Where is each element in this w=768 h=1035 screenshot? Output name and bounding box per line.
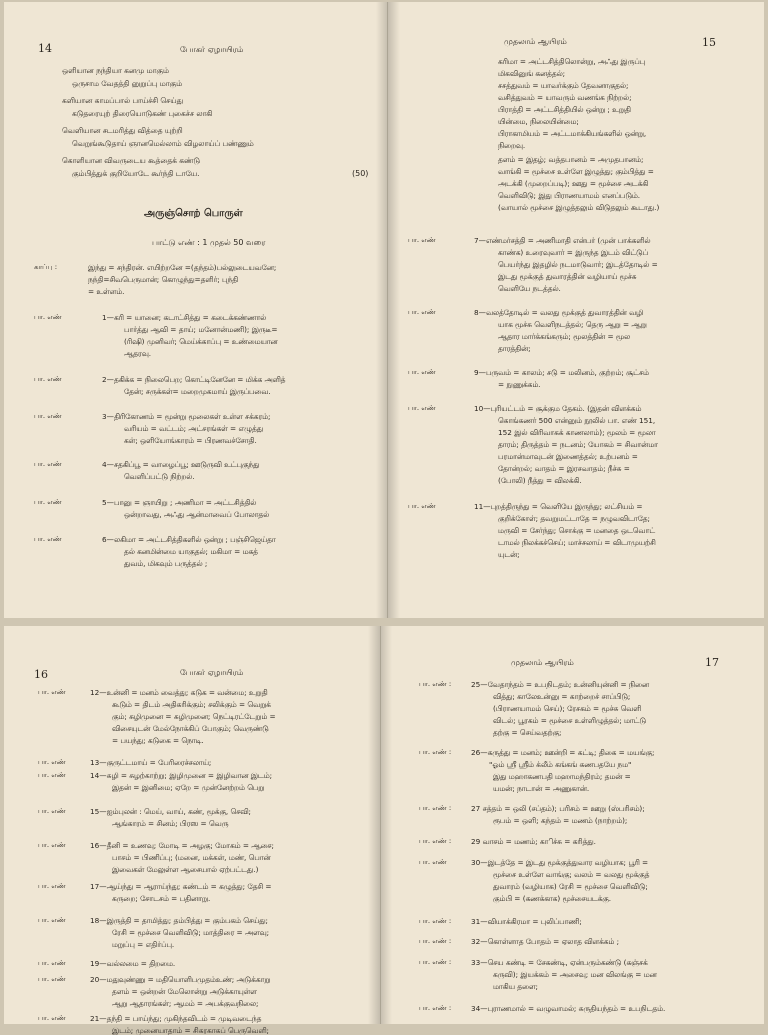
entry-line: அடக்கி (முறைப்படி); ஊது = மூச்சை அடக்கி [498, 179, 649, 188]
entry-label: பா. எண் : [419, 958, 452, 966]
entry-line: வாங்கி = மூச்சை உள்ளே இழுத்து; கும்பித்து = [498, 167, 654, 176]
entry-line: டாமல் நிலக்கச்செய்; மாச்சலாய் = விடாமுயற்சி [498, 538, 656, 547]
entry-line: வெளிவிடு; இது பிராணயாமம் எனப்படும். [498, 191, 641, 200]
entry-line: தல் கனமின்மை யாகுதல்; மகிமா = மகத் [124, 547, 258, 556]
entry-label: பா. எண் [408, 236, 436, 244]
entry-line: 19—வல்லமை = திறமை. [90, 959, 176, 968]
entry-line: நிறைவு. [498, 141, 526, 150]
entry-line: ஒன்றாவது, அஃது ஆன்மாவைப் போலாதல் [124, 510, 270, 519]
entry-label: பா. எண் [408, 502, 436, 510]
page-number: 17 [705, 656, 719, 669]
section-title: அருஞ்சொற் பொருள் [144, 208, 243, 219]
poem-line: வெறுங்கூடுதாய் ஞானமெல்லாம் விழலாய்ப் பண்ணும் [72, 139, 254, 148]
entry-line: 7—எண்மர்சத்தி = அணிமாதி என்பர் (முன் பாக்களில் [474, 236, 651, 245]
entry-line: தளம் = இதழ்; வத்தபானம் = அமுதபானம்; [498, 155, 644, 164]
entry-line: 2—தகிக்க = நிலைபெற; கொட்டினேனே = மிக்க அளித் [102, 375, 286, 384]
entry-line: 4—சதகிப்பூ = வாழைப்பூ; ஊடுருவி உட்புகுந்து [102, 460, 260, 469]
entry-line: = பயந்து; கடுகை = நொடி. [112, 736, 204, 745]
entry-label: பா. எண் [34, 313, 62, 321]
entry-line: 25—வேதாந்தம் = உபநிடதம்; உன்னியுன்னி = நினை [471, 680, 649, 689]
entry-line: கும்பி = (கணக்காக) மூச்சையடக்கு. [493, 894, 612, 903]
entry-label: பா. எண் [38, 688, 66, 696]
entry-line: வெளியே நடத்தல். [498, 284, 561, 293]
entry-line: கரிமா = அட்டசித்திலொன்று, அஃது இருப்பு [498, 57, 646, 66]
entry-line: 18—இருத்தி = தாமித்து; தம்பித்து = கும்பகம் செய்து; [90, 916, 269, 925]
entry-label: பா. எண் [38, 771, 66, 779]
entry-line: மூச்சை உள்ளே வாங்கு; வலம் = வலது மூக்குத் [493, 870, 650, 879]
entry-label: காப்பு : [34, 263, 58, 271]
entry-line: தற்கு = செய்வதற்கு; [493, 728, 562, 737]
entry-line: தேன்; சருக்கள்= மறைமுகமாய் இருப்பவை. [124, 387, 271, 396]
entry-line: ரூபம் = ஒளி; கந்தம் = மணம் (நாற்றம்); [493, 816, 628, 825]
entry-line: 34—புராணமால் = வழுவாமல்; சுருதியந்தம் = உபநிடதம். [471, 1004, 666, 1013]
entry-line: காண்க) உரைவுவார் = இருந்த இடம் விட்டுப் [498, 248, 648, 257]
entry-line: மருவி = சேர்ந்து; சொக்கு = மனதை ஒடவொட் [498, 526, 656, 535]
entry-line: 5—பானு = ஞாயிறு ; அணிமா = அட்டசித்தில் [102, 498, 257, 507]
entry-label: பா. எண் [38, 841, 66, 849]
entry-line: 33—செய கண்டி = சேகண்டி, ஏன்பரும்கண்டு (கஞ்சக் [471, 958, 648, 967]
entry-line: 12—உன்னி = மனம் வைத்து; கடுக = வன்மை; உறுதி [90, 688, 268, 697]
entry-line: (வாயால் மூச்சை இழுத்தலும் விடுதலும் கூடாது.) [498, 203, 660, 212]
entry-label: பா. எண் : [419, 917, 452, 925]
entry-line: கருறை; சோடசம் = பதினாறு. [112, 894, 211, 903]
entry-line: 3—திரிகோணம் = மூன்று மூலைகள் உள்ள சக்கரம்; [102, 412, 271, 421]
entry-line: கூடும் = திடம் அதிகரிக்கும்; சலிக்கும் = வெறுக் [112, 700, 271, 709]
entry-line: 6—லகிமா = அட்டசித்திகளில் ஒன்று ; பஞ்சிஜெய்தா [102, 535, 276, 544]
entry-label: பா. எண் [38, 975, 66, 983]
entry-label: பா. எண் : [419, 937, 452, 945]
running-head: முதலாம் ஆயிரம் [504, 37, 567, 46]
entry-line: தோன்றல்; வாதம் = இரசவாதம்; நீச்சு = [498, 464, 630, 473]
section-subtitle: பாட்டு எண் : 1 முதல் 50 வரை [152, 238, 266, 247]
entry-line: 27 சத்தம் = ஒலி (சப்தம்); பரிசம் = ஊறு (ஸ்பரிசம்); [471, 804, 645, 813]
entry-label: பா. எண் [38, 882, 66, 890]
entry-label: பா. எண் [34, 498, 62, 506]
entry-line: = நுணுக்கம். [498, 380, 541, 389]
entry-line: பிராகாமியம் = அட்டமாக்கியங்களில் ஒன்று, [498, 129, 647, 138]
entry-line: 20—மதுவுண்ணு = மதியொளிபமுதம்உண்; அடுக்காறு [90, 975, 271, 984]
spread-top-right-page [388, 2, 764, 618]
entry-label: பா. எண் [38, 1014, 66, 1022]
entry-line: இடம்; முனையாதாம் = சிகரகாகப் பெருவெளி; [112, 1026, 270, 1035]
entry-line: ஆதரவு. [124, 349, 152, 358]
entry-label: பா. எண் [34, 375, 62, 383]
entry-label: பா. எண் [38, 916, 66, 924]
entry-line: (பிராணயாமம் செய்); ரேசகம் = மூச்சு வெளி [493, 704, 642, 713]
entry-label: பா. எண் [34, 412, 62, 420]
entry-line: = உள்ளம். [88, 287, 125, 296]
entry-label: பா. எண் : [419, 748, 452, 756]
entry-line: 21—தந்தி = பாய்ந்து; முகிந்தவிடம் = முடிவடைந்த [90, 1014, 262, 1023]
entry-line: பாசம் = பிணிப்பு; (மனை, மக்கள், மண், பொன் [112, 853, 271, 862]
poem-line: ஒளியான நந்தியா கனமு மாகும் [62, 66, 169, 75]
entry-line: யமன்; நாடான் = அணுகான். [493, 784, 590, 793]
entry-line: 26—கருத்து = மனம்; ஊன்றி = கட்டி; திகை = மயங்கு; [471, 748, 655, 757]
spread-bottom-left-page [4, 626, 380, 1035]
entry-line: துவாரம் (வழியாக) ரேசி = மூச்சை வெளிவிடு; [493, 882, 648, 891]
entry-line: ஆதார மார்க்கங்கரும்; மூலத்தின் = மூல [498, 332, 631, 341]
entry-line: தாரம்; திருத்தம் = நடனம்; யோகம் = சிவான்மா [498, 440, 658, 449]
entry-line: பரமான்மாவுடன் இணைத்தல்; உற்பனம் = [498, 452, 638, 461]
entry-line: மறுப்பு = எதிர்ப்பு. [112, 940, 175, 949]
entry-line: 10—புரியட்டம் = சூக்கும தேகம். (இதன் விளக்கம் [474, 404, 642, 413]
running-head: போகர் ஏழாயிரம் [180, 668, 244, 677]
entry-label: பா. எண் [408, 368, 436, 376]
entry-line: கருவி); இயக்கம் = அசைவு; மன விலங்கு = மன [493, 970, 657, 979]
book-gutter-shadow [376, 2, 400, 618]
entry-line: 11—புறத்திருந்து = வெளியே இருந்து; லட்சியம் = [474, 502, 643, 511]
spread-top-left-page [4, 2, 387, 618]
entry-line: 15—ஐம்புலன் : மெய், வாய், கண், மூக்கு, செவி; [90, 807, 252, 816]
poem-line: ஒருசாம வேதத்தி னுறுப்பு மாகும் [72, 79, 183, 88]
entry-label: பா. எண் [38, 758, 66, 766]
entry-line: யின்மை, நிலையின்மை; [498, 117, 579, 126]
poem-line: வெளியான சடமரித்து வித்தை யுற்றி [62, 126, 183, 135]
entry-line: இவைகள் மேலுள்ள ஆசையால் ஏற்பட்டது.) [112, 865, 259, 874]
entry-line: "ஓம் ஸ்ரீ ஸ்ரீம் க்லீம் கங்கங் கணபதயே நம" [489, 760, 632, 769]
verse-number: (50) [352, 169, 369, 178]
entry-line: 1—கரி = யானை; கடாட்சித்து = கடைக்கண்ணால் [102, 313, 267, 322]
entry-line: 30—இடத்தே = இடது மூக்குத்துவார வழியாக; பூரி = [471, 858, 649, 867]
entry-line: 14—சுழி = சுழற்காற்று; இழிமுனை = இழிவான இடம்; [90, 771, 273, 780]
entry-line: பிராத்தி = அட்டசித்தியில் ஒன்று ; உறுதி [498, 105, 631, 114]
entry-line: (போலி) நீத்து = விலக்கி. [498, 476, 582, 485]
entry-label: பா. எண் [408, 404, 436, 412]
poem-line: கடுதரையுற் திரையொடுகண் புகைச்ச லாகி [72, 109, 213, 118]
entry-line: தாரத்தின்; [498, 344, 531, 353]
running-head: போகர் ஏழாயிரம் [180, 45, 244, 54]
entry-line: 29 வாசம் = மணம்; காிச்சு = கரித்து. [471, 837, 596, 846]
entry-label: பா. எண் [34, 460, 62, 468]
entry-line: 152 இல் விரிவாகக் காணலாம்); மூலம் = மூலா [498, 428, 656, 437]
entry-line: (ரிஷி) முனிவர்; மெய்க்காப்பு = உண்மையான [124, 337, 278, 346]
entry-line: 32—கொள்ளாத போதம் = ஏலாத விளக்கம் ; [471, 937, 620, 946]
entry-line: வித்து; காலேஉன்னு = காற்றைச் சாப்பிடு; [493, 692, 631, 701]
entry-line: 16—தீனி = உணவு; மோடி = அழகு; மோகம் = ஆசை; [90, 841, 274, 850]
page-number: 16 [34, 668, 48, 681]
entry-line: யாக மூச்சு வெளிநடத்தல்; தெரு ஆறு = ஆறு [498, 320, 647, 329]
poem-line: கும்பித்துக் குறியோடே கூர்ந்தி டாயே. [72, 169, 200, 178]
entry-line: இது மஹாகணபதி மஹாமந்திரம்; தமன் = [493, 772, 631, 781]
entry-label: பா. எண் [34, 535, 62, 543]
entry-line: கொங்கணர் 500 என்னும் நூலில் பா. எண் 151, [498, 416, 656, 425]
entry-line: வசித்துவம் = யாவரும் வணங்க நிற்றல்; [498, 93, 632, 102]
entry-line: பார்த்து ஆவி = தாய்; மனோன்மணி); இருடீ= [124, 325, 278, 334]
entry-line: 9—பருவம் = காலம்; சடு = மலினம், குற்றம்; சூட்சம் [474, 368, 649, 377]
entry-line: ஆங்காரம் = சினம்; பிரஸ = வெரு [112, 819, 229, 828]
entry-label: பா. எண் : [419, 1004, 452, 1012]
entry-line: வரியம் = வட்டம்; அட்சரங்கள் = எழுத்து [124, 424, 264, 433]
entry-line: இந்து = சந்திரன். எயிற்றனே =(தந்தம்)பல்லுடையவனே; [88, 263, 277, 272]
entry-line: விடல்; பூரகம் = மூச்சை உள்ளிழுத்தல்; மாட்டு [493, 716, 646, 725]
entry-label: பா. எண் [38, 959, 66, 967]
poem-line: கொளியான விவருடைய கூத்தைக் கண்டு [62, 156, 200, 165]
entry-line: 8—வலத்தோடில் = வலது மூக்குத் துவாரத்தின் வழி [474, 308, 644, 317]
entry-line: நந்தி=சிவபெருமான்; கொழுந்து=தளிர்; புந்தி [88, 275, 239, 284]
running-head: முதலாம் ஆயிரம் [511, 658, 574, 667]
entry-line: மிகவினுங் கனத்தல்; [498, 69, 566, 78]
entry-line: துவம், மிகவும் பருத்தல் ; [124, 559, 208, 568]
page-number: 15 [702, 36, 716, 49]
entry-line: இடது மூக்குத் துவாரத்தின் வழியாய் மூச்சு [498, 272, 637, 281]
entry-label: பா. எண் [38, 807, 66, 815]
poem-line: களியான காமப்பால் பாய்ச்சி செய்து [62, 96, 184, 105]
entry-line: கள்; ஒளியோங்காரம் = பிரணவச்சோதி. [124, 436, 257, 445]
entry-label: பா. எண் : [419, 680, 452, 688]
entry-label: பா. எண் [419, 858, 447, 866]
entry-line: இதன் = இனிமை; ஏறே = முன்னேற்றம் பெறு [112, 783, 265, 792]
entry-line: கும்; சுழிமுனை = சுழிமுனை; நெட்டிரட்டேறும் = [112, 712, 276, 721]
entry-line: ஆறு ஆதாரங்கள்; ஆமம் = அபக்குவநிலை; [112, 999, 259, 1008]
entry-line: 13—குருட்டமாய் = பேரிரைச்சலாய்; [90, 758, 212, 767]
entry-line: பெயர்ந்து இதழில் நடமாடுவார்; இடத்தோடில் = [498, 260, 658, 269]
entry-line: குறிக்கோள்; தவறுமட்டாதே = நழுவவிடாதே; [498, 514, 651, 523]
entry-label: பா. எண் : [419, 837, 452, 845]
spread-bottom-right-page [381, 626, 764, 1024]
book-gutter-shadow [368, 626, 392, 1024]
page-number: 14 [38, 42, 52, 55]
entry-line: தளம் = ஒன்றன் மேலொன்று அடுக்காயுள்ள [112, 987, 257, 996]
entry-line: 31—வியாக்கிரமா = புலிப்பாணி; [471, 917, 582, 926]
entry-line: 17—ஆய்ந்து = ஆராய்ந்து; கண்டம் = கழுத்து; தேசி = [90, 882, 272, 891]
entry-label: பா. எண் : [419, 804, 452, 812]
entry-line: வெளிப்பட்டு நிற்றல். [124, 472, 195, 481]
entry-label: பா. எண் [408, 308, 436, 316]
entry-line: மாகிய தளை; [493, 982, 538, 991]
entry-line: ரேசி = மூச்சை வெளிவிடு; மாத்திரை = அளவு; [112, 928, 270, 937]
entry-line: யுடன்; [498, 550, 520, 559]
entry-line: சசத்துவம் = யாவர்க்கும் தேவனாகுதல்; [498, 81, 629, 90]
entry-line: விசையுடன் மேல்நோக்கிப் போகும்; வெருண்டு [112, 724, 269, 733]
